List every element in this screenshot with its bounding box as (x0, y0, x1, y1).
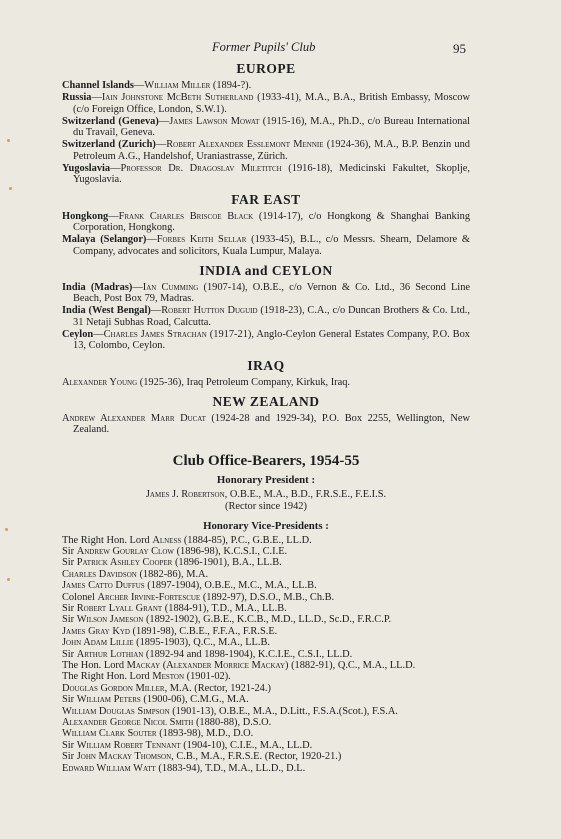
entry-place: Ceylon (62, 329, 94, 341)
entry-dash: — (110, 163, 121, 175)
entry-place: Hongkong (62, 210, 109, 222)
vp-details: (1900-06), C.M.G., M.A. (140, 694, 249, 706)
far-east-list (62, 211, 470, 257)
vp-details: (1884-91), T.D., M.A., LL.B. (162, 602, 287, 614)
member-name: Robert Hutton Duguid (161, 305, 258, 317)
vp-name: William Robert Tennant (76, 739, 181, 751)
vp-name: Douglas Gordon Miller (62, 682, 165, 694)
entry-dash: — (146, 234, 157, 246)
running-title: Former Pupils' Club (212, 40, 316, 54)
vice-president-entry (62, 637, 470, 648)
vice-president-entry (62, 614, 470, 625)
margin-mark (9, 187, 12, 190)
vp-prefix: The Right Hon. Lord (62, 534, 153, 546)
vp-details: (1892-97), D.S.O., M.B., Ch.B. (200, 591, 335, 603)
vp-details: (1892-94 and 1898-1904), K.C.I.E., C.S.I., LL.D. (143, 648, 353, 660)
vp-prefix: The Right Hon. Lord (62, 671, 153, 683)
vice-president-entry (62, 740, 470, 751)
vp-name: Alexander George Nicol Smith (62, 717, 194, 729)
president-line (62, 489, 470, 501)
vp-name: James Gray Kyd (62, 625, 130, 637)
president-note: (Rector since 1942) (225, 500, 307, 512)
vp-name: Edward William Watt (62, 762, 156, 774)
member-name: Iain Johnstone McBeth Sutherland (101, 92, 254, 104)
member-entry (62, 305, 470, 328)
member-details: (1907-14), O.B.E., c/o Vernon & Co. Ltd., 36 Second Line Beach, Post Box 79, Madras. (73, 281, 471, 305)
entry-place: Malaya (Selangor) (62, 234, 147, 246)
vp-prefix: Sir (62, 694, 77, 706)
vp-details: (1904-10), C.I.E., M.A., LL.D. (180, 739, 313, 751)
section-heading-india: INDIA and CEYLON (199, 262, 333, 278)
entry-place: Yugoslavia (62, 163, 111, 175)
vp-name: William Douglas Simpson (62, 705, 170, 717)
vice-president-entry (62, 728, 470, 739)
member-entry (62, 282, 470, 305)
member-details: (1916-18), Medicinski Fakultet, Skoplje, Yugoslavia. (73, 163, 470, 186)
margin-mark (5, 528, 8, 531)
india-list (62, 282, 470, 352)
vp-details: (1880-88), D.S.O. (193, 717, 272, 729)
vice-president-entry (62, 535, 470, 546)
iraq-entry (62, 377, 470, 388)
vp-details: (1895-1903), Q.C., M.A., LL.B. (133, 637, 271, 649)
entry-place: India (Madras) (62, 281, 133, 293)
vice-presidents-heading: Honorary Vice-Presidents : (203, 519, 329, 532)
vice-president-entry (62, 557, 470, 568)
margin-mark (7, 578, 10, 581)
vp-details: (1901-02). (184, 671, 231, 683)
member-name: Professor Dr. Dragoslav Miletitch (120, 163, 282, 175)
vp-details: (1884-85), P.C., G.B.E., LL.D. (181, 534, 312, 546)
section-heading-far-east: FAR EAST (231, 191, 301, 207)
vp-name: John Adam Lillie (62, 637, 134, 649)
vp-prefix: Sir (62, 602, 77, 614)
vice-president-entry (62, 671, 470, 682)
margin-mark (7, 139, 10, 142)
member-entry (62, 234, 470, 257)
member-entry (62, 139, 470, 162)
vp-name: William Clark Souter (62, 728, 157, 740)
entry-place: Channel Islands (62, 80, 134, 91)
member-details: (1925-36), Iraq Petroleum Company, Kirkuk, Iraq. (137, 376, 351, 388)
vice-president-entry (62, 569, 470, 580)
entry-place: Switzerland (Zurich) (62, 139, 156, 151)
entry-place: Russia (62, 92, 92, 104)
president-name: James J. Robertson (145, 488, 225, 500)
vice-president-entry (62, 763, 470, 774)
member-name: Forbes Keith Sellar (156, 234, 247, 246)
vp-prefix: Colonel (62, 591, 98, 603)
entry-dash: — (133, 80, 145, 91)
member-entry (62, 329, 470, 352)
entry-dash: — (93, 329, 104, 341)
entry-place: India (West Bengal) (62, 305, 151, 317)
entry-dash: — (155, 139, 167, 151)
section-heading-europe: EUROPE (236, 61, 296, 76)
member-details: (1933-41), M.A., B.A., British Embassy, Moscow (c/o Foreign Office, London, S.W.1). (73, 92, 470, 115)
section-heading-new-zealand: NEW ZEALAND (212, 393, 320, 409)
member-entry (62, 116, 470, 139)
vp-prefix: Sir (62, 545, 77, 557)
vp-prefix: Sir (62, 751, 77, 763)
vp-details: (1891-98), C.B.E., F.F.A., F.R.S.E. (129, 625, 278, 637)
member-name: Alexander Young (62, 376, 138, 388)
president-heading: Honorary President : (216, 473, 316, 486)
entry-dash: — (158, 115, 170, 127)
vp-name: Arthur Lothian (76, 648, 144, 660)
member-entry (62, 211, 470, 234)
member-name: Robert Alexander Esslemont Mennie (166, 139, 324, 151)
vp-prefix: The Hon. Lord (62, 660, 127, 671)
member-details: (1914-17), c/o Hongkong & Shanghai Banking Corporation, Hongkong. (73, 210, 471, 233)
europe-list (62, 80, 470, 186)
vp-details: , C.B., M.A., F.R.S.E. (Rector, 1920-21.) (171, 751, 342, 763)
president-details: , O.B.E., M.A., B.D., F.R.S.E., F.E.I.S. (224, 488, 387, 500)
vp-details: (1896-1901), B.A., LL.B. (172, 557, 282, 569)
vice-presidents-list (62, 535, 470, 775)
vp-details: (1882-91), Q.C., M.A., LL.D. (288, 660, 416, 671)
vp-details: , M.A. (Rector, 1921-24.) (164, 682, 271, 694)
vp-details: (1901-13), O.B.E., M.A., D.Litt., F.S.A.(Scot.), F.S.A. (169, 705, 399, 717)
vp-name: Meston (152, 671, 185, 683)
vice-president-entry (62, 546, 470, 557)
entry-dash: — (91, 92, 102, 104)
vp-name: Andrew Gourlay Clow (76, 545, 174, 557)
member-name: Frank Charles Briscoe Black (118, 210, 254, 222)
vp-details: (1896-98), K.C.S.I., C.I.E. (174, 545, 288, 557)
member-name: James Lawson Mowat (169, 115, 260, 127)
vice-president-entry (62, 717, 470, 728)
office-bearers-title: Club Office-Bearers, 1954-55 (172, 452, 360, 469)
section-heading-iraq: IRAQ (247, 357, 285, 373)
member-entry (62, 80, 470, 91)
vp-name: Archer Irvine-Fortescue (97, 591, 201, 603)
member-name: Ian Cumming (142, 281, 199, 293)
vice-president-entry (62, 649, 470, 660)
vp-details: (1883-94), T.D., M.A., LL.D., D.L. (155, 762, 306, 774)
vice-president-entry (62, 592, 470, 603)
member-details: (1894-?). (210, 80, 252, 91)
vp-name: Patrick Ashley Cooper (76, 557, 173, 569)
vice-president-entry (62, 603, 470, 614)
vp-details: (1882-86), M.A. (136, 568, 209, 580)
vp-prefix: Sir (62, 614, 77, 626)
member-entry (62, 163, 470, 186)
vp-name: Alness (152, 534, 182, 546)
entry-dash: — (150, 305, 162, 317)
page-number: 95 (453, 41, 466, 56)
vp-prefix: Sir (62, 648, 77, 660)
entry-dash: — (132, 281, 143, 293)
vp-name: Wilson Jameson (76, 614, 144, 626)
vice-president-entry (62, 706, 470, 717)
vp-details: (1892-1902), G.B.E., K.C.B., M.D., LL.D., Sc.D., F.R.C.P. (143, 614, 392, 626)
entry-place: Switzerland (Geneva) (62, 115, 159, 127)
member-details: (1924-28 and 1929-34), P.O. Box 2255, Wellington, New Zealand. (73, 412, 470, 436)
member-details: (1915-16), M.A., Ph.D., c/o Bureau International du Travail, Geneva. (73, 115, 470, 139)
vice-president-entry (62, 751, 470, 762)
vice-president-entry (62, 683, 470, 694)
vp-name: Charles Davidson (62, 568, 137, 580)
new-zealand-entry (62, 413, 470, 436)
vp-name: James Catto Duffus (62, 580, 145, 592)
member-details: (1933-45), B.L., c/o Messrs. Shearn, Delamore & Company, advocates and solicitors, Kuala Lumpur, Malaya. (73, 234, 470, 257)
member-details: (1918-23), C.A., c/o Duncan Brothers & Co. Ltd., 31 Netaji Subhas Road, Calcutta. (73, 305, 470, 328)
vp-name: Mackay (Alexander Morrice Mackay) (126, 660, 289, 671)
vp-details: (1897-1904), O.B.E., M.C., M.A., LL.B. (144, 580, 317, 592)
member-details: (1917-21), Anglo-Ceylon General Estates Company, P.O. Box 13, Colombo, Ceylon. (73, 329, 470, 352)
vp-details: (1893-98), M.D., D.O. (156, 728, 254, 740)
vp-name: John Mackay Thomson (76, 751, 172, 763)
vp-name: Robert Lyall Grant (76, 602, 163, 614)
vice-president-entry (62, 580, 470, 591)
member-details: (1924-36), M.A., B.P. Benzin und Petroleum A.G., Handelshof, Uraniastrasse, Zürich. (73, 139, 470, 162)
entry-dash: — (108, 210, 119, 222)
vice-president-entry (62, 660, 470, 671)
vp-name: William Peters (76, 694, 141, 706)
vp-prefix: Sir (62, 557, 77, 569)
vice-president-entry (62, 626, 470, 637)
member-entry (62, 92, 470, 115)
vp-prefix: Sir (62, 739, 77, 751)
member-name: William Miller (144, 80, 211, 91)
vice-president-entry (62, 694, 470, 705)
member-name: Andrew Alexander Marr Ducat (62, 412, 206, 424)
member-name: Charles James Strachan (103, 329, 207, 341)
overseas-members (62, 61, 470, 774)
